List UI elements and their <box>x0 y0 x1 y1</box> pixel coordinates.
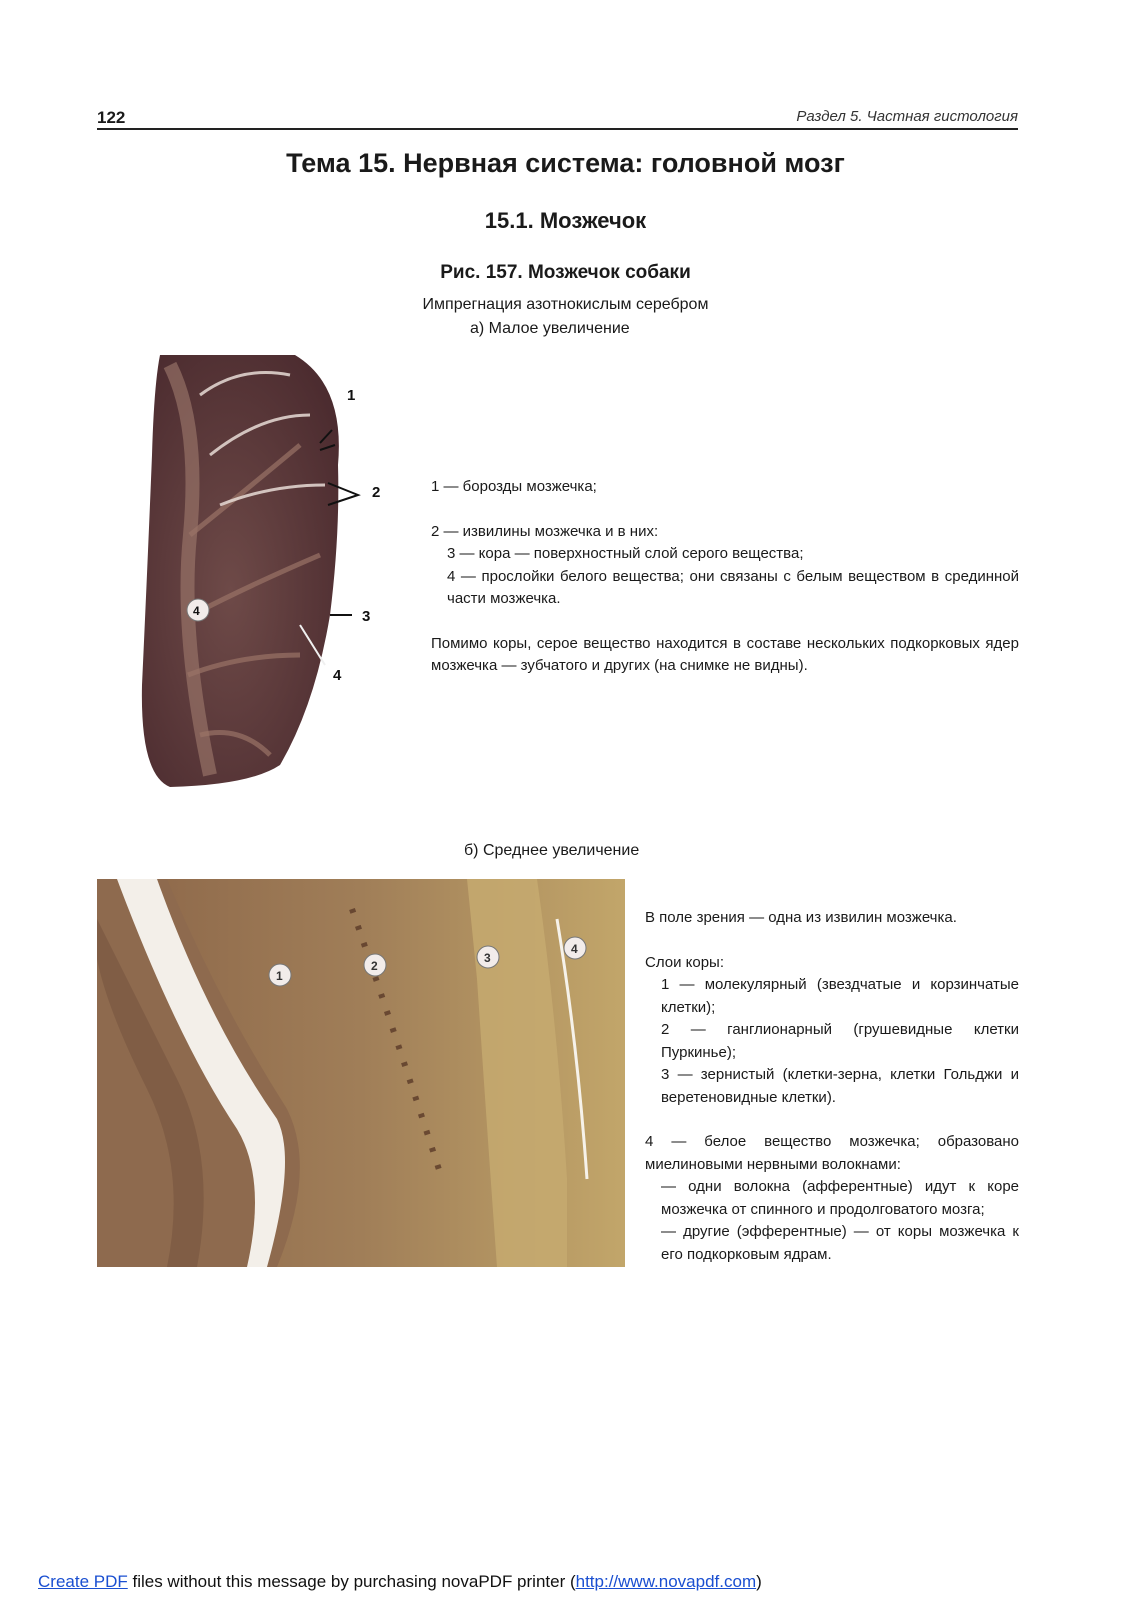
section-title: Раздел 5. Частная гистология <box>796 108 1018 125</box>
figure-method: Импрегнация азотнокислым серебром <box>422 296 709 313</box>
figure-a-label-1: 1 <box>347 387 356 404</box>
figure-b-label-3: 3 <box>484 951 491 965</box>
desc-a-line-1: 1 — борозды мозжечка; <box>431 478 597 495</box>
topic-title: Тема 15. Нервная система: головной мозг <box>286 148 845 178</box>
subsection-title: 15.1. Мозжечок <box>484 208 647 233</box>
figure-b-label-4: 4 <box>571 942 578 956</box>
figure-a-micrograph <box>130 355 400 795</box>
desc-a-line-3: 3 — кора — поверхностный слой серого вещества; <box>447 545 804 562</box>
header-rule <box>97 128 1018 130</box>
figure-a-label-3: 3 <box>362 608 371 625</box>
figure-a-marker-4-label: 4 <box>193 604 200 618</box>
create-pdf-link[interactable]: Create PDF <box>38 1572 128 1591</box>
desc-b-line-2: Слои коры: <box>645 953 725 971</box>
footer-text-1: files without this message by purchasing novaPDF printer ( <box>127 1572 576 1591</box>
footer-text-2: ) <box>756 1572 762 1591</box>
desc-b-line-5: 3 — зернистый (клетки-зерна, клетки Гольджи и веретеновидные клетки). <box>661 1066 1019 1106</box>
desc-b-line-7: — одни волокна (афферентные) идут к коре мозжечка от спинного и продолговатого мозга; <box>661 1178 1019 1218</box>
desc-a-line-4: 4 — прослойки белого вещества; они связаны с белым веществом в срединной части мозжечка. <box>447 567 1019 607</box>
desc-a-line-2: 2 — извилины мозжечка и в них: <box>431 522 659 540</box>
description-b <box>645 907 1019 1266</box>
figure-part-b-caption: б) Среднее увеличение <box>464 842 640 859</box>
figure-b-label-2: 2 <box>371 959 378 973</box>
figure-a-label-2: 2 <box>372 484 381 501</box>
figure-title: Рис. 157. Мозжечок собаки <box>440 262 691 283</box>
page-number: 122 <box>97 108 126 127</box>
figure-part-a-caption: а) Малое увеличение <box>470 320 630 337</box>
figure-a-label-4: 4 <box>333 667 342 684</box>
figure-b-micrograph <box>97 879 625 1267</box>
desc-a-line-5: Помимо коры, серое вещество находится в составе нескольких подкорковых ядер мозжечка — зубчатого и других (на снимке не видны). <box>431 634 1019 674</box>
desc-b-line-3: 1 — молекулярный (звездчатые и корзинчатые клетки); <box>661 976 1019 1016</box>
novapdf-link[interactable]: http://www.novapdf.com <box>575 1572 757 1591</box>
pdf-footer <box>38 1572 762 1592</box>
figure-b-label-1: 1 <box>276 969 283 983</box>
description-a <box>431 476 1019 678</box>
desc-b-line-8: — другие (эфферентные) — от коры мозжечка к его подкорковым ядрам. <box>661 1223 1019 1263</box>
desc-b-line-1: В поле зрения — одна из извилин мозжечка. <box>645 909 957 926</box>
tissue-section <box>142 355 339 787</box>
desc-b-line-4: 2 — ганглионарный (грушевидные клетки Пуркинье); <box>661 1021 1019 1061</box>
desc-b-line-6: 4 — белое вещество мозжечка; образовано миелиновыми нервными волокнами: <box>645 1133 1019 1173</box>
